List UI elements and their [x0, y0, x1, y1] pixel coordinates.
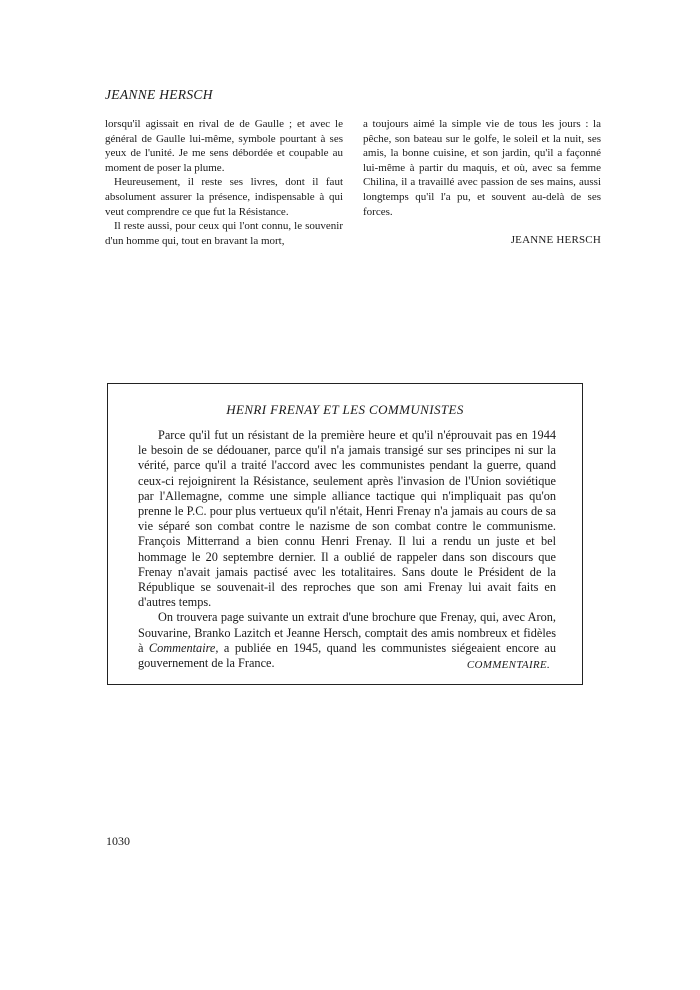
right-column [363, 117, 601, 248]
journal-title: Commentaire, [148, 640, 219, 655]
running-head: JEANNE HERSCH [105, 87, 213, 102]
box-paragraph-2-after: a publiée en 1945, quand les communistes siégeaient encore au gouvernement de la France. [138, 640, 556, 671]
right-paragraph-1: a toujours aimé la simple vie de tous les jours : la pêche, son bateau sur le golfe, le soleil et la nuit, ses amis, la bonne cuisine, et son jardin, qu'il a façonné lui-même à partir du maquis, et où, avec sa femme Chilina, il a travaillé avec passion de ses mains, aussi longtemps qu'il l'a pu, et souvent au-delà de ses forces. [363, 118, 601, 218]
left-paragraph-1: lorsqu'il agissait en rival de de Gaulle ; et avec le général de Gaulle lui-même, symbole pourtant à ses yeux de l'unité. Je me sens débordée et coupable au moment de poser la plume. [105, 118, 343, 174]
box-paragraph-1: Parce qu'il fut un résistant de la première heure et qu'il n'éprouvait pas en 1944 le besoin de se dédouaner, parce qu'il n'a jamais transigé sur ses principes ni sur la vérité, parce qu'il a traité l'accord avec les communistes pendant la guerre, quand ceux-ci rejoignirent la Résistance, seulement après l'invasion de l'Union soviétique par l'Allemagne, comme une simple alliance tactique qui n'impliquait pas qu'on prenne le P.C. pour plus vertueux qu'il n'était, Henri Frenay n'a jamais au cours de sa vie séparé son combat contre le nazisme de son combat contre le communisme. François Mitterrand a bien connu Henri Frenay. Il lui a rendu un juste et bel hommage le 20 septembre dernier. Il a oublié de rappeler dans son discours que Frenay n'avait jamais pactisé avec les totalitaires. Sans doute le Président de la République se souvenait-il des reproches que son ami Frenay lui avait faits en d'autres temps. [138, 428, 556, 610]
box-body [138, 428, 556, 671]
box-title: HENRI FRENAY ET LES COMMUNISTES [226, 402, 464, 417]
left-column [105, 117, 343, 248]
box-signature: COMMENTAIRE. [466, 659, 550, 671]
author-signature: JEANNE HERSCH [510, 234, 601, 247]
page-number: 1030 [106, 834, 130, 848]
box-paragraph-2-before: On trouvera page suivante un extrait d'une brochure que Frenay, qui, avec Aron, Souvarine, Branko Lazitch et Jeanne Hersch, comptait des amis nombreux et fidèles à [138, 610, 556, 655]
left-paragraph-2: Heureusement, il reste ses livres, dont il faut absolument assurer la présence, indispensable à qui veut comprendre ce que fut la Résistance. [105, 176, 343, 218]
sidebar-box [107, 383, 583, 685]
left-paragraph-3: Il reste aussi, pour ceux qui l'ont connu, le souvenir d'un homme qui, tout en bravant la mort, [105, 220, 343, 247]
